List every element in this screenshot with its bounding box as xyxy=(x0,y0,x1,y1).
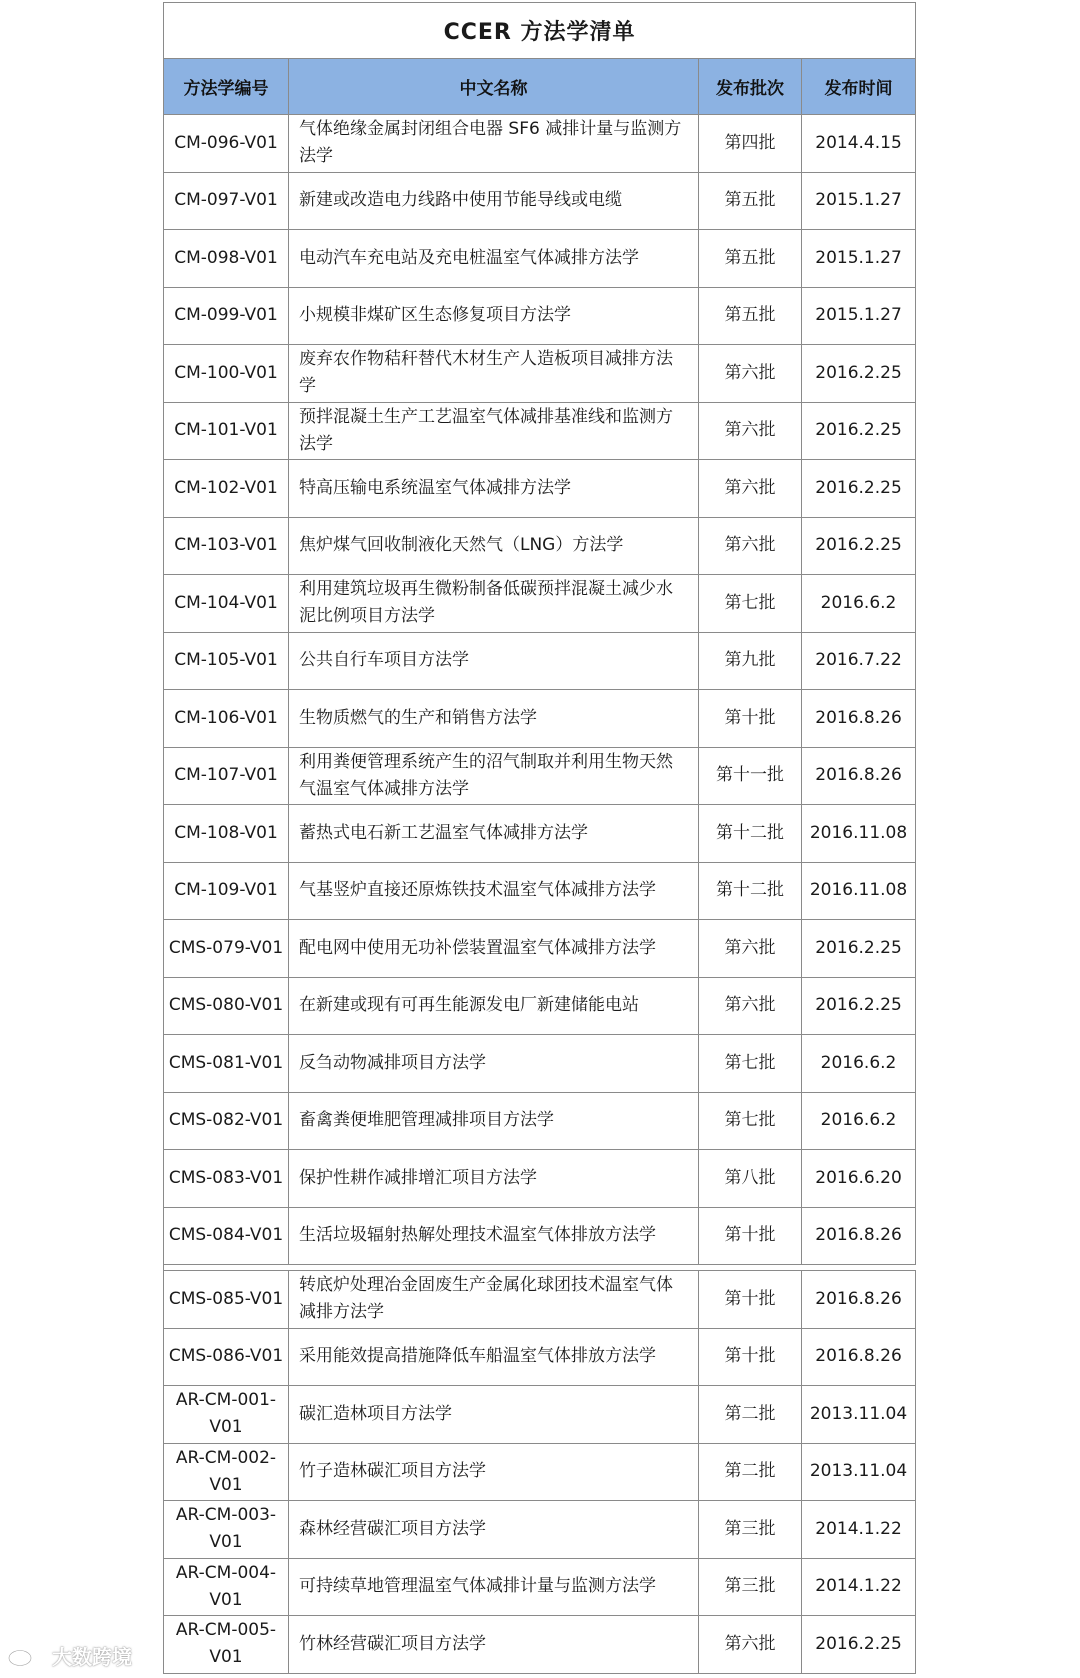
methodology-name: 配电网中使用无功补偿装置温室气体减排方法学 xyxy=(289,920,699,978)
table-row xyxy=(164,920,916,978)
methodology-id: CM-105-V01 xyxy=(164,632,289,690)
methodology-name: 生活垃圾辐射热解处理技术温室气体排放方法学 xyxy=(289,1207,699,1265)
methodology-name: 保护性耕作减排增汇项目方法学 xyxy=(289,1150,699,1208)
table-row xyxy=(164,1207,916,1265)
column-header-date: 发布时间 xyxy=(802,59,916,115)
column-header-name: 中文名称 xyxy=(289,59,699,115)
table-row xyxy=(164,517,916,575)
methodology-id: CMS-084-V01 xyxy=(164,1207,289,1265)
table-title: CCER 方法学清单 xyxy=(164,3,916,59)
methodology-id: AR-CM-005-V01 xyxy=(164,1616,289,1674)
methodology-id: CM-103-V01 xyxy=(164,517,289,575)
release-batch: 第十批 xyxy=(699,1328,802,1386)
table-row xyxy=(164,460,916,518)
release-date: 2016.2.25 xyxy=(802,920,916,978)
methodology-name: 废弃农作物秸秆替代木材生产人造板项目减排方法学 xyxy=(289,345,699,403)
table-row xyxy=(164,575,916,633)
release-batch: 第七批 xyxy=(699,1035,802,1093)
release-batch: 第二批 xyxy=(699,1386,802,1444)
release-batch: 第六批 xyxy=(699,517,802,575)
methodology-name: 公共自行车项目方法学 xyxy=(289,632,699,690)
table-row xyxy=(164,1616,916,1674)
release-batch: 第六批 xyxy=(699,920,802,978)
methodology-name: 竹子造林碳汇项目方法学 xyxy=(289,1443,699,1501)
table-row xyxy=(164,1271,916,1329)
release-date: 2014.1.22 xyxy=(802,1501,916,1559)
release-batch: 第十二批 xyxy=(699,862,802,920)
methodology-name: 竹林经营碳汇项目方法学 xyxy=(289,1616,699,1674)
table-row xyxy=(164,230,916,288)
methodology-id: CMS-079-V01 xyxy=(164,920,289,978)
release-batch: 第十一批 xyxy=(699,747,802,805)
methodology-id: AR-CM-001-V01 xyxy=(164,1386,289,1444)
methodology-id: CM-102-V01 xyxy=(164,460,289,518)
table-row xyxy=(164,1092,916,1150)
release-date: 2016.8.26 xyxy=(802,1207,916,1265)
methodology-id: CMS-080-V01 xyxy=(164,977,289,1035)
release-batch: 第六批 xyxy=(699,345,802,403)
release-date: 2016.7.22 xyxy=(802,632,916,690)
release-batch: 第二批 xyxy=(699,1443,802,1501)
methodology-name: 蓄热式电石新工艺温室气体减排方法学 xyxy=(289,805,699,863)
methodology-id: CMS-081-V01 xyxy=(164,1035,289,1093)
methodology-name: 生物质燃气的生产和销售方法学 xyxy=(289,690,699,748)
release-batch: 第六批 xyxy=(699,1616,802,1674)
release-date: 2016.8.26 xyxy=(802,747,916,805)
release-date: 2016.6.20 xyxy=(802,1150,916,1208)
methodology-name: 预拌混凝土生产工艺温室气体减排基准线和监测方法学 xyxy=(289,402,699,460)
release-date: 2016.2.25 xyxy=(802,345,916,403)
methodology-name: 畜禽粪便堆肥管理减排项目方法学 xyxy=(289,1092,699,1150)
methodology-name: 气体绝缘金属封闭组合电器 SF6 减排计量与监测方法学 xyxy=(289,115,699,173)
table-row xyxy=(164,632,916,690)
table-row xyxy=(164,1150,916,1208)
release-date: 2015.1.27 xyxy=(802,172,916,230)
release-batch: 第九批 xyxy=(699,632,802,690)
table-row xyxy=(164,1558,916,1616)
release-date: 2016.11.08 xyxy=(802,862,916,920)
release-date: 2016.2.25 xyxy=(802,977,916,1035)
table-row xyxy=(164,805,916,863)
methodology-name: 在新建或现有可再生能源发电厂新建储能电站 xyxy=(289,977,699,1035)
release-date: 2016.6.2 xyxy=(802,1035,916,1093)
release-batch: 第七批 xyxy=(699,575,802,633)
table-row xyxy=(164,1443,916,1501)
release-date: 2013.11.04 xyxy=(802,1386,916,1444)
weibo-logo-icon xyxy=(6,1645,46,1667)
release-batch: 第十批 xyxy=(699,690,802,748)
methodology-id: CM-106-V01 xyxy=(164,690,289,748)
methodology-name: 可持续草地管理温室气体减排计量与监测方法学 xyxy=(289,1558,699,1616)
table-row xyxy=(164,287,916,345)
table-row xyxy=(164,172,916,230)
release-batch: 第五批 xyxy=(699,172,802,230)
table-row xyxy=(164,1328,916,1386)
methodology-id: AR-CM-004-V01 xyxy=(164,1558,289,1616)
column-header-id: 方法学编号 xyxy=(164,59,289,115)
methodology-id: CM-104-V01 xyxy=(164,575,289,633)
table-row xyxy=(164,977,916,1035)
table-body-part1 xyxy=(164,115,916,1265)
release-batch: 第六批 xyxy=(699,460,802,518)
table-row xyxy=(164,1386,916,1444)
release-batch: 第三批 xyxy=(699,1501,802,1559)
release-batch: 第六批 xyxy=(699,402,802,460)
release-batch: 第五批 xyxy=(699,230,802,288)
table-header-row xyxy=(164,59,916,115)
release-date: 2016.8.26 xyxy=(802,1271,916,1329)
methodology-table xyxy=(163,2,916,1674)
release-batch: 第八批 xyxy=(699,1150,802,1208)
methodology-id: CM-108-V01 xyxy=(164,805,289,863)
methodology-sheet xyxy=(163,2,915,1674)
methodology-name: 特高压输电系统温室气体减排方法学 xyxy=(289,460,699,518)
methodology-id: CMS-086-V01 xyxy=(164,1328,289,1386)
table-row xyxy=(164,1501,916,1559)
release-batch: 第七批 xyxy=(699,1092,802,1150)
watermark-text: 大数跨境 xyxy=(52,1645,132,1669)
table-row xyxy=(164,747,916,805)
methodology-name: 反刍动物减排项目方法学 xyxy=(289,1035,699,1093)
release-batch: 第三批 xyxy=(699,1558,802,1616)
table-row xyxy=(164,402,916,460)
release-date: 2016.6.2 xyxy=(802,1092,916,1150)
methodology-id: CMS-085-V01 xyxy=(164,1271,289,1329)
release-batch: 第五批 xyxy=(699,287,802,345)
methodology-id: AR-CM-002-V01 xyxy=(164,1443,289,1501)
methodology-name: 气基竖炉直接还原炼铁技术温室气体减排方法学 xyxy=(289,862,699,920)
methodology-id: CM-101-V01 xyxy=(164,402,289,460)
methodology-name: 碳汇造林项目方法学 xyxy=(289,1386,699,1444)
methodology-id: CM-096-V01 xyxy=(164,115,289,173)
release-date: 2013.11.04 xyxy=(802,1443,916,1501)
release-date: 2016.2.25 xyxy=(802,460,916,518)
methodology-id: CM-099-V01 xyxy=(164,287,289,345)
methodology-name: 利用建筑垃圾再生微粉制备低碳预拌混凝土减少水泥比例项目方法学 xyxy=(289,575,699,633)
release-date: 2016.11.08 xyxy=(802,805,916,863)
methodology-name: 新建或改造电力线路中使用节能导线或电缆 xyxy=(289,172,699,230)
methodology-name: 电动汽车充电站及充电桩温室气体减排方法学 xyxy=(289,230,699,288)
methodology-id: AR-CM-003-V01 xyxy=(164,1501,289,1559)
methodology-id: CM-098-V01 xyxy=(164,230,289,288)
table-row xyxy=(164,690,916,748)
release-batch: 第十批 xyxy=(699,1207,802,1265)
methodology-name: 小规模非煤矿区生态修复项目方法学 xyxy=(289,287,699,345)
methodology-name: 利用粪便管理系统产生的沼气制取并利用生物天然气温室气体减排方法学 xyxy=(289,747,699,805)
release-date: 2016.8.26 xyxy=(802,1328,916,1386)
release-date: 2016.2.25 xyxy=(802,1616,916,1674)
release-batch: 第十二批 xyxy=(699,805,802,863)
column-header-batch: 发布批次 xyxy=(699,59,802,115)
watermark xyxy=(6,1641,132,1670)
methodology-id: CM-109-V01 xyxy=(164,862,289,920)
table-row xyxy=(164,345,916,403)
release-batch: 第四批 xyxy=(699,115,802,173)
table-body-part2 xyxy=(164,1271,916,1674)
methodology-id: CM-100-V01 xyxy=(164,345,289,403)
methodology-name: 焦炉煤气回收制液化天然气（LNG）方法学 xyxy=(289,517,699,575)
release-date: 2016.2.25 xyxy=(802,517,916,575)
release-date: 2014.4.15 xyxy=(802,115,916,173)
table-row xyxy=(164,1035,916,1093)
methodology-id: CMS-082-V01 xyxy=(164,1092,289,1150)
release-date: 2015.1.27 xyxy=(802,230,916,288)
release-batch: 第十批 xyxy=(699,1271,802,1329)
release-date: 2016.2.25 xyxy=(802,402,916,460)
methodology-name: 转底炉处理冶金固废生产金属化球团技术温室气体减排方法学 xyxy=(289,1271,699,1329)
release-date: 2016.8.26 xyxy=(802,690,916,748)
methodology-id: CM-107-V01 xyxy=(164,747,289,805)
table-row xyxy=(164,115,916,173)
methodology-id: CMS-083-V01 xyxy=(164,1150,289,1208)
release-date: 2014.1.22 xyxy=(802,1558,916,1616)
release-date: 2016.6.2 xyxy=(802,575,916,633)
methodology-id: CM-097-V01 xyxy=(164,172,289,230)
release-date: 2015.1.27 xyxy=(802,287,916,345)
release-batch: 第六批 xyxy=(699,977,802,1035)
methodology-name: 采用能效提高措施降低车船温室气体排放方法学 xyxy=(289,1328,699,1386)
table-row xyxy=(164,862,916,920)
methodology-name: 森林经营碳汇项目方法学 xyxy=(289,1501,699,1559)
